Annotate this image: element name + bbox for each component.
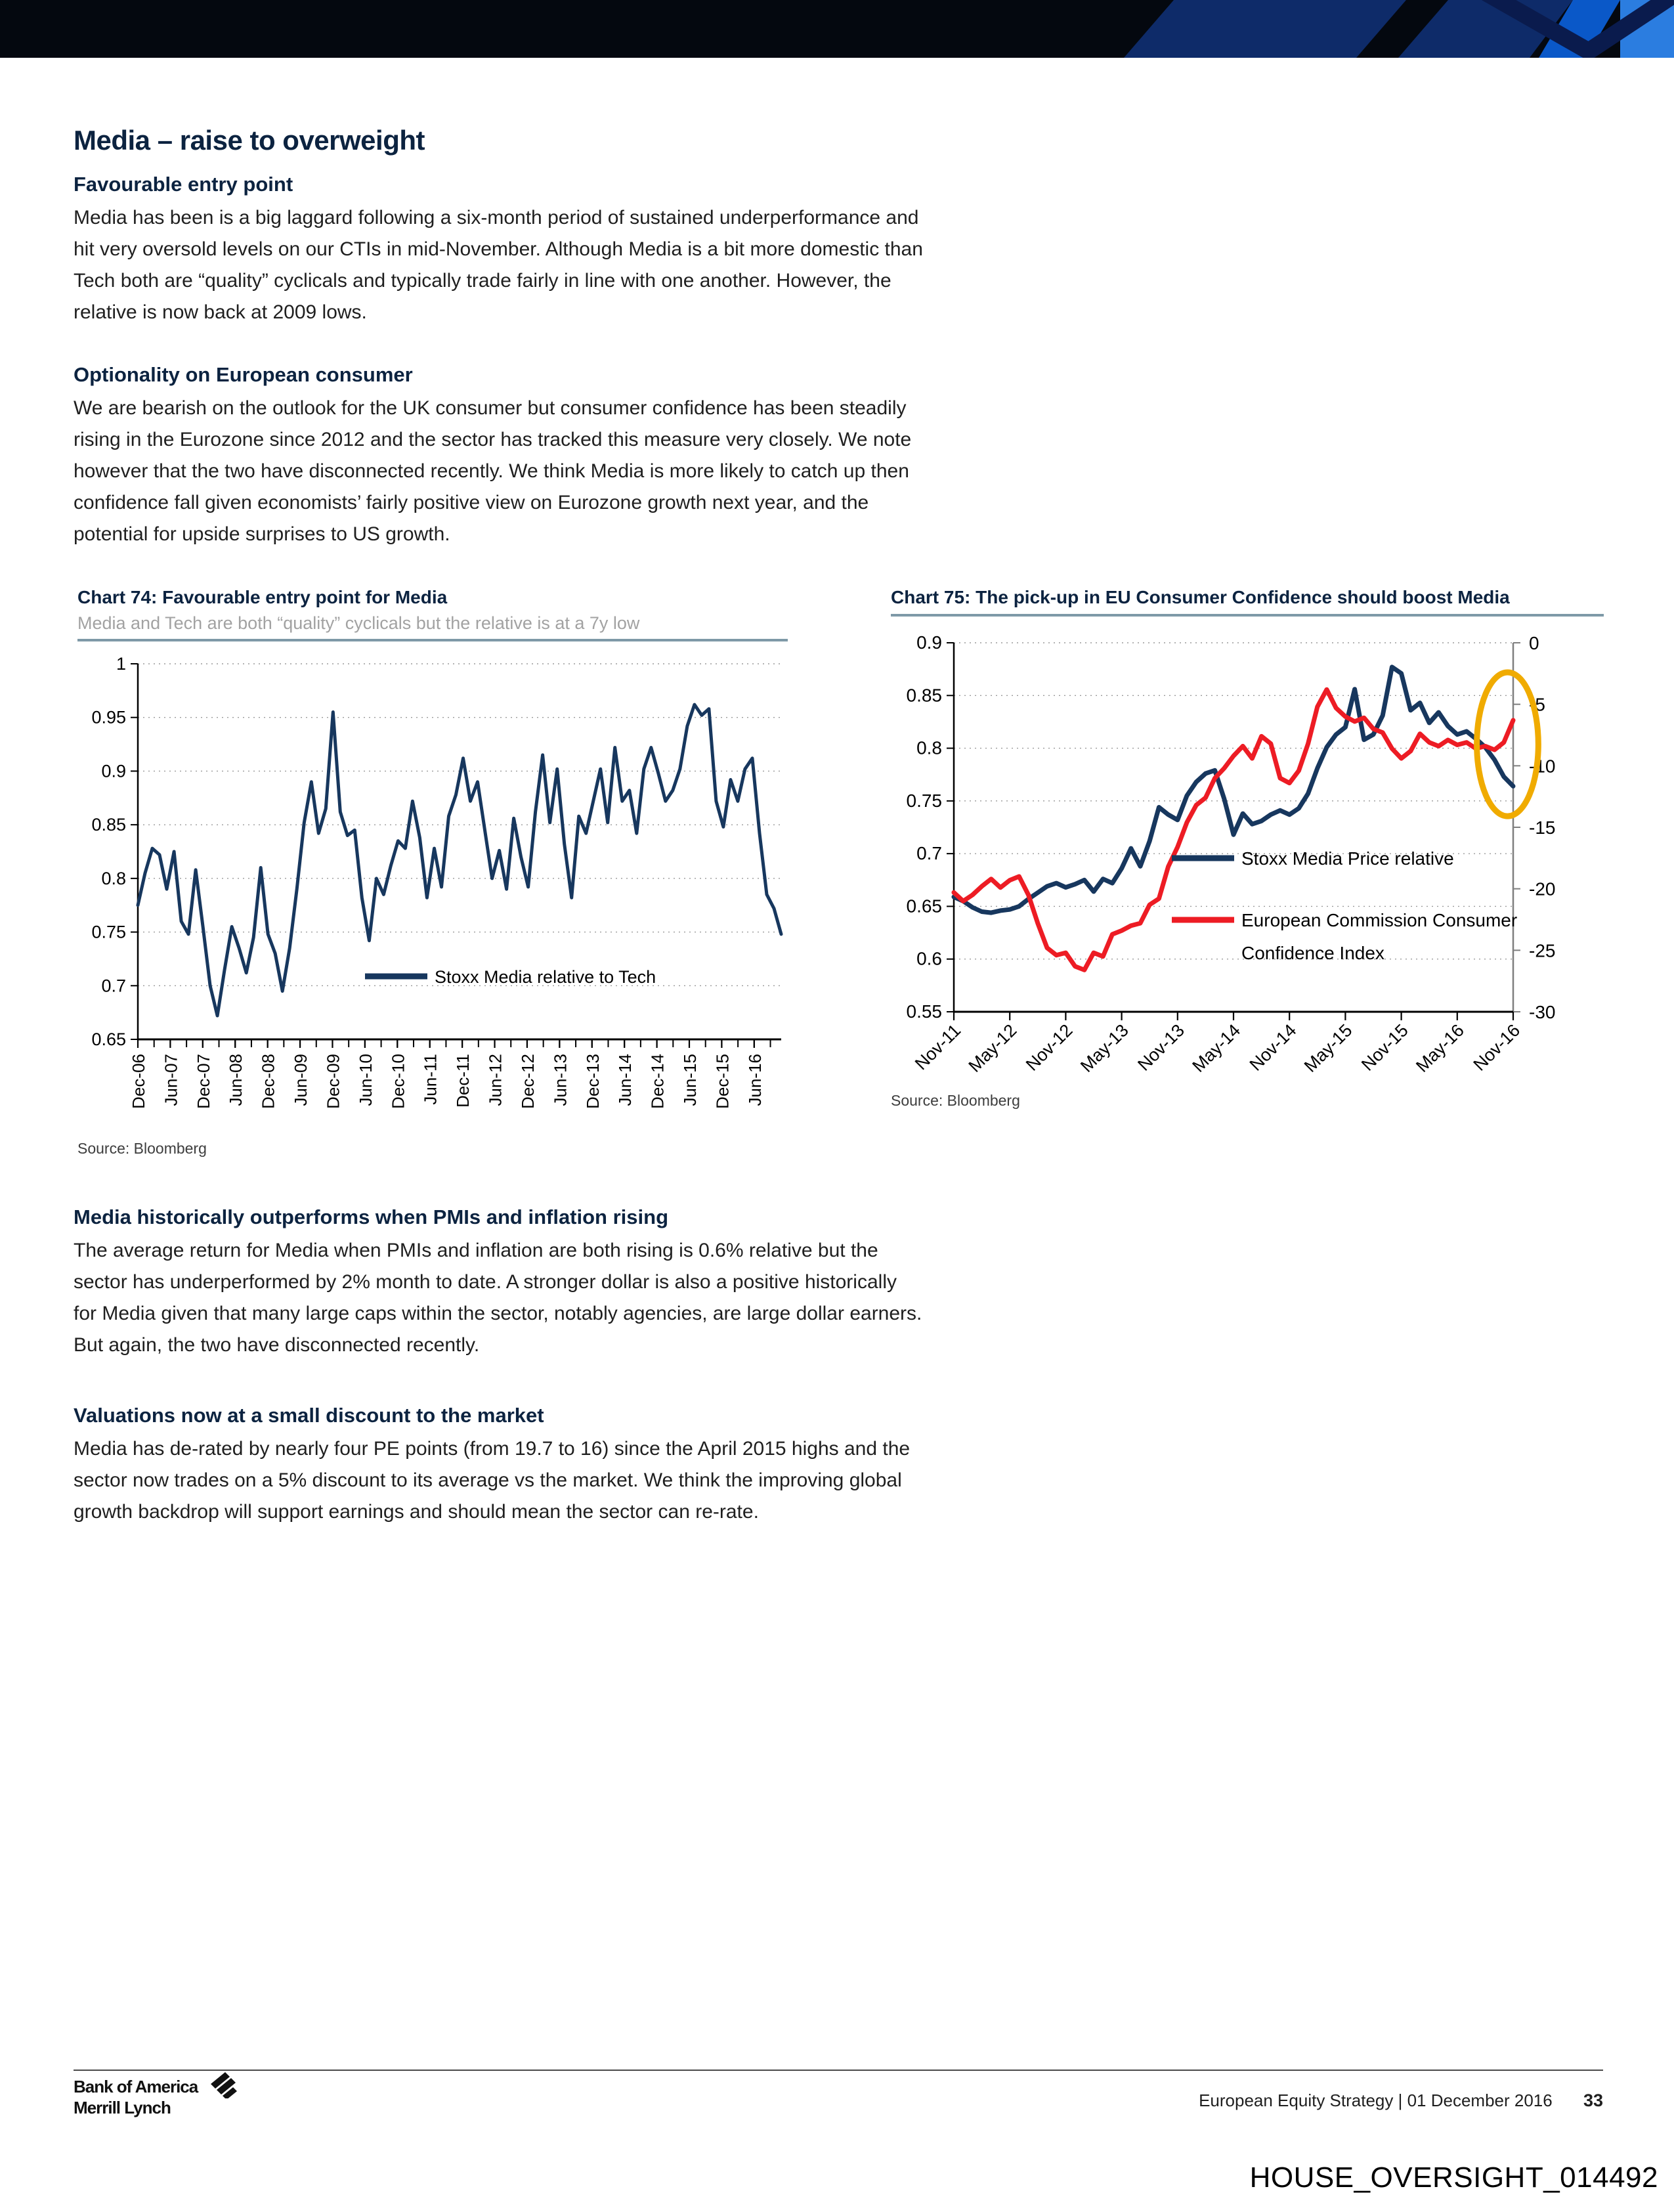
bofa-logo-line1: Bank of America [74,2077,198,2096]
svg-text:Jun-11: Jun-11 [420,1054,440,1105]
svg-text:0.7: 0.7 [101,976,126,996]
svg-text:Dec-11: Dec-11 [453,1054,473,1108]
svg-text:Dec-14: Dec-14 [647,1054,668,1109]
svg-text:0.95: 0.95 [91,707,126,727]
svg-text:0.65: 0.65 [906,896,942,917]
svg-text:-30: -30 [1529,1002,1556,1022]
header-banner-graphic [0,0,1674,58]
footer-divider [74,2070,1603,2071]
svg-text:Nov-16: Nov-16 [1469,1020,1524,1075]
svg-text:Nov-14: Nov-14 [1245,1020,1300,1075]
svg-text:0.8: 0.8 [916,737,942,758]
svg-text:Jun-12: Jun-12 [485,1054,505,1106]
svg-text:May-14: May-14 [1188,1020,1245,1076]
svg-text:European Commission Consumer: European Commission Consumer [1241,910,1518,930]
bofa-flag-icon [202,2070,241,2098]
chart-74-block [77,586,788,1158]
svg-text:Dec-13: Dec-13 [582,1054,603,1109]
svg-text:-5: -5 [1529,694,1545,715]
svg-text:Nov-11: Nov-11 [911,1020,965,1074]
svg-text:-15: -15 [1529,817,1556,838]
bofa-logo-line2: Merrill Lynch [74,2098,171,2117]
svg-text:Jun-15: Jun-15 [680,1054,700,1106]
svg-text:Stoxx Media relative to Tech: Stoxx Media relative to Tech [435,967,656,987]
chart-75-block [891,586,1604,1110]
svg-text:Dec-07: Dec-07 [193,1054,213,1109]
svg-text:-25: -25 [1529,940,1556,961]
section-heading-valuations: Valuations now at a small discount to the market [74,1404,544,1427]
oversight-watermark: HOUSE_OVERSIGHT_014492 [1249,2161,1658,2194]
svg-text:0.8: 0.8 [101,868,126,888]
svg-text:0.9: 0.9 [916,632,942,653]
svg-text:0: 0 [1529,633,1539,653]
chart-74-title-rule [77,639,788,641]
svg-text:0.6: 0.6 [916,948,942,969]
page-title: Media – raise to overweight [74,125,425,156]
chart-74-plot [77,649,788,1139]
svg-text:May-15: May-15 [1300,1020,1356,1076]
chart-75-source: Source: Bloomberg [891,1092,1020,1109]
svg-text:0.75: 0.75 [91,922,126,942]
bofa-merrill-logo [74,2077,241,2117]
section-body-optionality: We are bearish on the outlook for the UK consumer but consumer confidence has been steadily rising in the Eurozone since 2012 and the sector has tracked this measure very closely. We note however that the two have disconnected recently. We think Media is more likely to catch up then confidence fall given economists’ fairly positive view on Eurozone growth next year, and the potential for upside surprises to US growth. [74,397,912,545]
svg-text:Jun-10: Jun-10 [355,1054,376,1106]
svg-text:Nov-15: Nov-15 [1358,1020,1412,1075]
svg-text:Jun-09: Jun-09 [291,1054,311,1106]
footer-right [1199,2091,1603,2111]
svg-text:0.65: 0.65 [91,1030,126,1049]
svg-text:0.55: 0.55 [906,1001,942,1022]
svg-text:Nov-12: Nov-12 [1021,1020,1077,1075]
svg-text:-10: -10 [1529,756,1556,777]
svg-text:Nov-13: Nov-13 [1134,1020,1189,1075]
section-heading-pmis-inflation: Media historically outperforms when PMIs and inflation rising [74,1205,669,1228]
section-body-valuations: Media has de-rated by nearly four PE points (from 19.7 to 16) since the April 2015 highs and the sector now trades on a 5% discount to its average vs the market. We think the improving global growth backdrop will support earnings and should mean the sector can re-rate. [74,1438,911,1523]
chart-75-title-rule [891,614,1604,617]
svg-text:May-12: May-12 [964,1020,1021,1076]
footer-publication-text: European Equity Strategy | 01 December 2016 [1199,2091,1553,2110]
chart-75-plot [891,627,1604,1087]
svg-text:Jun-08: Jun-08 [226,1054,246,1106]
svg-text:Dec-10: Dec-10 [388,1054,408,1109]
chart-75-title: Chart 75: The pick-up in EU Consumer Confidence should boost Media [891,587,1510,607]
svg-text:Jun-13: Jun-13 [550,1054,570,1106]
svg-text:Confidence Index: Confidence Index [1241,943,1384,963]
svg-text:Dec-08: Dec-08 [258,1054,278,1109]
chart-74-source: Source: Bloomberg [77,1140,207,1157]
chart-74-subtitle: Media and Tech are both “quality” cyclicals but the relative is at a 7y low [77,613,640,633]
svg-text:Jun-16: Jun-16 [744,1054,765,1106]
svg-text:1: 1 [116,654,126,674]
svg-text:Dec-06: Dec-06 [129,1054,148,1109]
svg-text:Jun-07: Jun-07 [161,1054,181,1106]
svg-text:0.85: 0.85 [906,685,942,706]
svg-text:May-16: May-16 [1412,1020,1469,1076]
svg-text:Dec-15: Dec-15 [712,1054,733,1109]
section-heading-optionality: Optionality on European consumer [74,363,413,386]
svg-text:0.85: 0.85 [91,815,126,835]
chart-74-title: Chart 74: Favourable entry point for Media [77,587,448,607]
svg-text:0.75: 0.75 [906,790,942,811]
section-heading-favourable-entry-point: Favourable entry point [74,173,293,196]
section-body-pmis-inflation: The average return for Media when PMIs and inflation are both rising is 0.6% relative but the sector has underperformed by 2% month to date. A stronger dollar is also a positive historically for Media given that many large caps within the sector, notably agencies, are large dollar earners. But again, the two have disconnected recently. [74,1240,922,1356]
svg-text:Dec-12: Dec-12 [517,1054,538,1109]
svg-text:0.7: 0.7 [916,843,942,864]
svg-text:0.9: 0.9 [101,761,126,781]
svg-text:-20: -20 [1529,878,1556,900]
svg-text:Dec-09: Dec-09 [323,1054,343,1109]
section-body-favourable-entry-point: Media has been is a big laggard following a six-month period of sustained underperformance and hit very oversold levels on our CTIs in mid-November. Although Media is a bit more domestic than Tech both are “quality” cyclicals and typically trade fairly in line with one another. However, the relative is now back at 2009 lows. [74,207,923,323]
svg-text:Jun-14: Jun-14 [615,1054,635,1106]
page-number: 33 [1583,2091,1603,2110]
svg-text:Stoxx Media Price relative: Stoxx Media Price relative [1241,848,1454,869]
svg-text:May-13: May-13 [1076,1020,1132,1076]
